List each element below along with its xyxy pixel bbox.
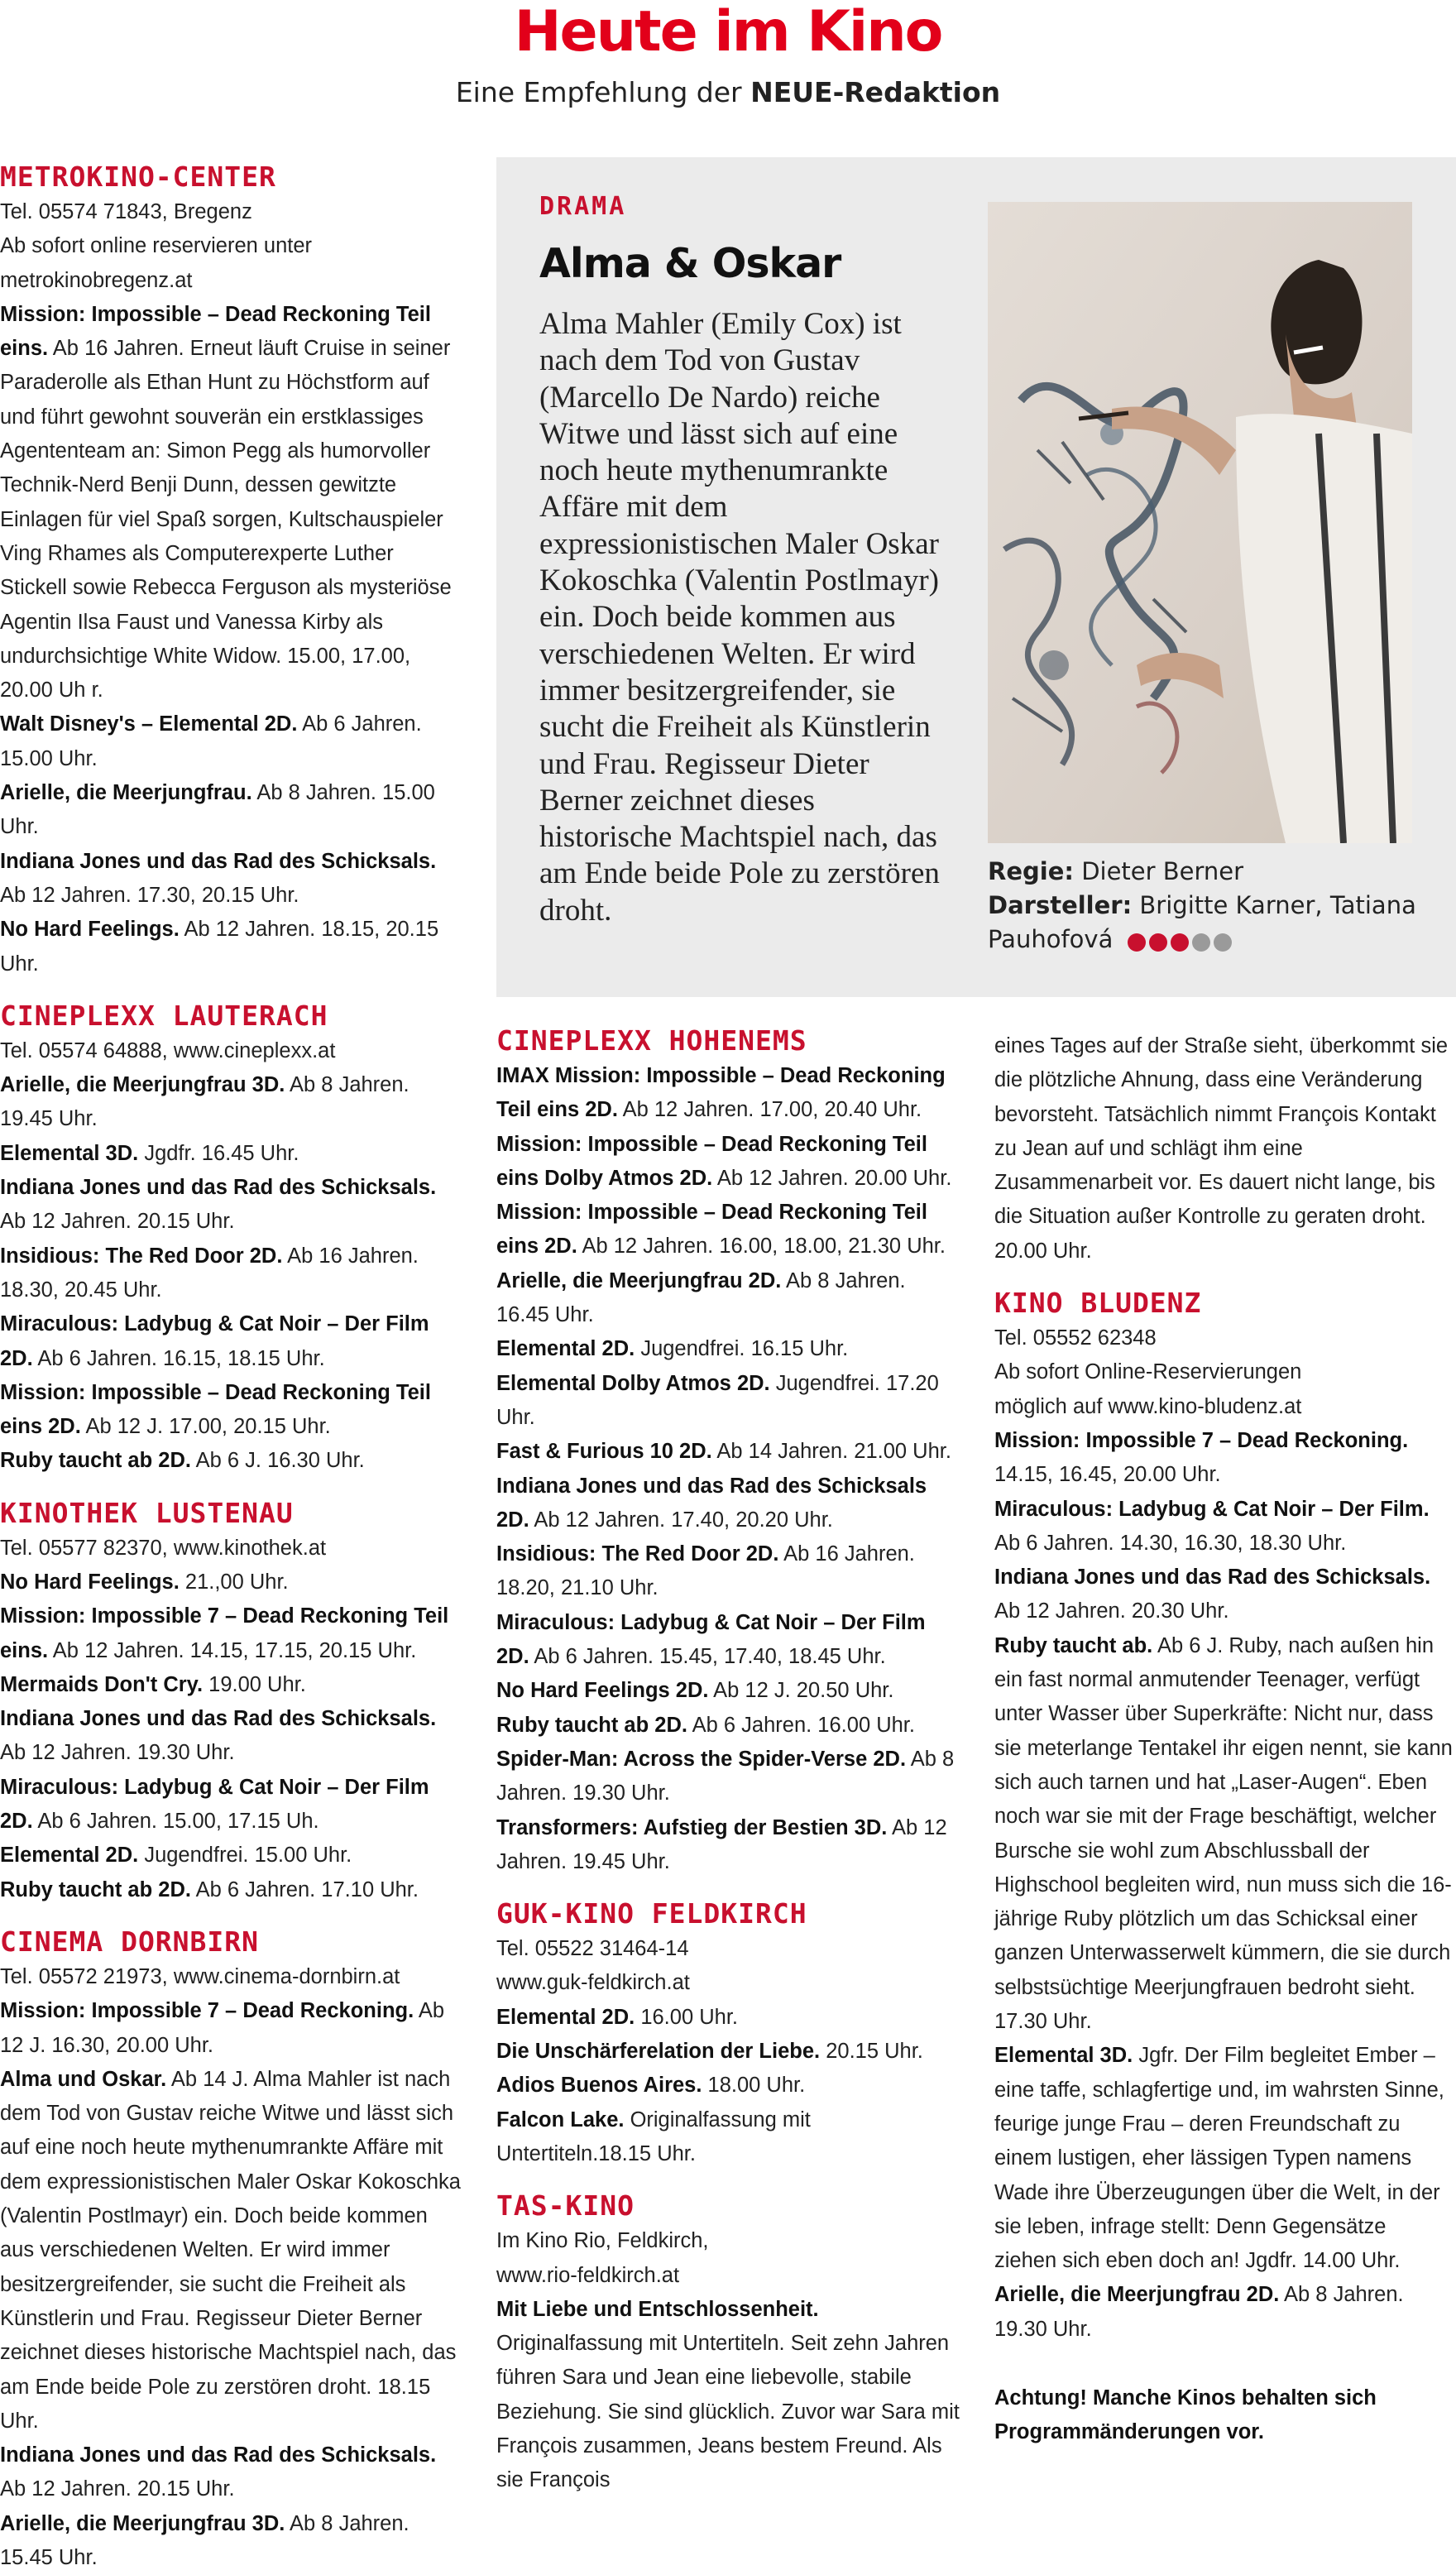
movie-details: Ab 8 Jahren. 16.45 Uhr.	[496, 1268, 906, 1327]
movie-title: Insidious: The Red Door 2D.	[0, 1244, 283, 1268]
listing	[496, 1332, 960, 1366]
page-subtitle	[0, 76, 1456, 108]
listing	[496, 1264, 960, 1333]
cinema-info: Tel. 05574 71843, Bregenz	[0, 200, 252, 223]
movie-details: Ab 12 Jahren. 20.15 Uhr.	[0, 2477, 235, 2501]
movie-details: Ab 8 Jahren. 19.30 Uhr.	[496, 1747, 955, 1805]
column-middle	[496, 1023, 960, 2498]
listing	[496, 1709, 960, 1743]
movie-details: Ab 6 J. Ruby, nach außen hin ein fast normal anmutender Teenager, verfügt unter Wasser über Superkräfte: Nicht nur, dass sie meterlange Tentakel ihr eigen nennt, sie kann sich auch tarnen und hat „Laser-Augen“. Eben noch war sie mit der Frage beschäftigt, welcher Bursche sie wohl zum Abschlussball der Highschool begleiten wird, nun muss sich die 16-jährige Ruby plötzlich um das Schicksal einer ganzen Unterwasserwelt kümmern, die sie durch selbstsüchtige Meerjungfrauen bedroht sieht. 17.30 Uhr.	[994, 1633, 1453, 2034]
movie-details: Ab 12 Jahren. 20.15 Uhr.	[0, 1210, 235, 1234]
movie-title: No Hard Feelings.	[0, 918, 180, 942]
movie-title: Mission: Impossible 7 – Dead Reckoning.	[0, 1999, 414, 2023]
movie-details: Ab 12 Jahren. 20.30 Uhr.	[994, 1599, 1229, 1623]
listing	[496, 1606, 960, 1675]
rating-dot-filled	[1149, 933, 1167, 952]
movie-details: 14.15, 16.45, 20.00 Uhr.	[994, 1463, 1221, 1487]
featured-title: Alma & Oskar	[539, 240, 841, 287]
movie-title: Alma und Oskar.	[0, 2067, 167, 2091]
cinema-info: Ab sofort online reservieren unter	[0, 234, 313, 258]
schedule-notice	[994, 2381, 1453, 2450]
listing	[496, 1537, 960, 1606]
listing	[496, 2103, 960, 2172]
cinema-info: www.guk-feldkirch.at	[496, 1971, 690, 1995]
movie-details: Ab 12 Jahren. 17.00, 20.40 Uhr.	[617, 1098, 922, 1122]
cinema-name-lustenau: KINOTHEK LUSTENAU	[0, 1496, 294, 1529]
movie-details: Ab 6 Jahren. 15.00 Uhr.	[0, 712, 422, 770]
movie-details: Ab 12 J. 17.00, 20.15 Uhr.	[80, 1415, 331, 1439]
movie-title: Arielle, die Meerjungfrau.	[0, 781, 252, 805]
featured-genre: DRAMA	[539, 192, 627, 221]
cinema-name-hohenems: CINEPLEXX HOHENEMS	[496, 1024, 807, 1057]
movie-details: Ab 16 Jahren. Erneut läuft Cruise in seiner Paraderolle als Ethan Hunt zu Höchstform auf und führt gewohnt souverän ein erstklassiges Agententeam an: Simon Pegg als humorvoller Technik-Nerd Benji Dunn, dessen gewitzte Einlagen für viel Spaß sorgen, Kultschauspieler Ving Rhames als Computerexperte Luther Stickell sowie Rebecca Ferguson als mysteriöse Agentin Ilsa Faust und Vanessa Kirby als undurchsichtige White Widow. 15.00, 17.00, 20.00 Uh r.	[0, 337, 452, 702]
listing	[496, 1435, 960, 1469]
movie-details: Ab 8 Jahren. 15.45 Uhr.	[0, 2511, 410, 2569]
movie-title: Elemental 3D.	[994, 2044, 1133, 2068]
movie-title: Indiana Jones und das Rad des Schicksals.	[994, 1566, 1431, 1590]
cinema-info: metrokinobregenz.at	[0, 268, 193, 292]
movie-details: Ab 6 Jahren. 16.00 Uhr.	[687, 1713, 915, 1737]
movie-title: Mit Liebe und Entschlossenheit.	[496, 2297, 819, 2321]
movie-details: 16.00 Uhr.	[635, 2005, 738, 2029]
cinema-name-feldkirch: GUK-KINO FELDKIRCH	[496, 1897, 807, 1930]
cinema-info: Tel. 05552 62348	[994, 1326, 1157, 1350]
movie-details: Ab 6 Jahren. 16.15, 18.15 Uhr.	[32, 1346, 325, 1370]
movie-title: Miraculous: Ladybug & Cat Noir – Der Film 2D.	[0, 1312, 429, 1370]
listing	[0, 1240, 463, 1308]
cinema-info: Tel. 05522 31464-14	[496, 1937, 689, 1961]
movie-title: Indiana Jones und das Rad des Schicksals.	[0, 849, 437, 873]
cinema-info: www.rio-feldkirch.at	[496, 2263, 680, 2287]
cinema-name-lauterach: CINEPLEXX LAUTERACH	[0, 999, 328, 1032]
listing	[0, 1668, 463, 1702]
movie-details: Ab 6 Jahren. 14.30, 16.30, 18.30 Uhr.	[994, 1531, 1347, 1555]
darsteller-value: Brigitte Karner, Tatiana Pauhofová	[988, 891, 1416, 953]
movie-title: Mission: Impossible 7 – Dead Reckoning.	[994, 1428, 1409, 1452]
cinema-name-bludenz: KINO BLUDENZ	[994, 1287, 1202, 1320]
listing	[0, 913, 463, 981]
rating-dot-empty	[1192, 933, 1210, 952]
movie-title: Indiana Jones und das Rad des Schicksals.	[0, 1176, 437, 1200]
listing	[994, 1493, 1453, 1561]
movie-details: Ab 12 Jahren. 17.30, 20.15 Uhr.	[0, 883, 299, 907]
movie-title: Transformers: Aufstieg der Bestien 3D.	[496, 1815, 888, 1839]
cinema-info: Tel. 05574 64888, www.cineplexx.at	[0, 1038, 336, 1062]
movie-title: Die Unschärferelation der Liebe.	[496, 2040, 821, 2064]
featured-description: Alma Mahler (Emily Cox) ist nach dem Tod von Gustav (Marcello De Nardo) reiche Witwe und lässt sich auf eine noch heute mythenumrankte Affäre mit dem expressionistischen Maler Oskar Kokoschka (Valentin Postlmayr) ein. Doch beide kommen aus verschiedenen Welten. Er wird immer besitzergreifender, sie sucht die Freiheit als Künstlerin und Frau. Regisseur Dieter Berner zeichnet dieses historische Machtspiel nach, das am Ende beide Pole zu zerstören droht.	[539, 307, 940, 928]
movie-title: IMAX Mission: Impossible – Dead Reckoning Teil eins 2D.	[496, 1064, 946, 1122]
listing	[496, 2293, 960, 2498]
listing	[0, 298, 463, 708]
listing	[496, 2035, 960, 2069]
movie-title: No Hard Feelings 2D.	[496, 1679, 709, 1703]
movie-details: Ab 12 J. 20.50 Uhr.	[708, 1679, 894, 1703]
movie-details: Ab 12 Jahren. 19.45 Uhr.	[496, 1815, 947, 1873]
listing	[496, 1674, 960, 1708]
column-left	[0, 159, 463, 2575]
listing	[0, 1137, 463, 1171]
listing	[994, 1561, 1453, 1629]
movie-title: Miraculous: Ladybug & Cat Noir – Der Film 2D.	[496, 1610, 926, 1669]
listing	[994, 1424, 1453, 1493]
listing	[0, 1566, 463, 1599]
movie-title: Elemental 2D.	[496, 1337, 635, 1361]
subtitle-bold: NEUE-Redaktion	[750, 76, 1001, 108]
featured-movie-box	[496, 157, 1456, 997]
movie-title: Adios Buenos Aires.	[496, 2074, 702, 2098]
movie-title: Mission: Impossible 7 – Dead Reckoning Teil eins.	[0, 1604, 449, 1662]
movie-title: Elemental Dolby Atmos 2D.	[496, 1371, 770, 1395]
movie-details: 20.15 Uhr.	[820, 2040, 923, 2064]
listing	[496, 1367, 960, 1436]
listing	[0, 2507, 463, 2575]
listing	[0, 1994, 463, 2063]
cinema-info: möglich auf www.kino-bludenz.at	[994, 1394, 1302, 1418]
listing	[0, 1444, 463, 1478]
movie-title: Arielle, die Meerjungfrau 3D.	[0, 2511, 285, 2535]
listing	[496, 1811, 960, 1880]
movie-details: Jugendfrei. 15.00 Uhr.	[138, 1844, 352, 1868]
movie-details: Jgfr. Der Film begleitet Ember – eine taffe, schlagfertige und, im wahrsten Sinne, feurige junge Frau – deren Freundschaft zu einem lustigen, eher lässigen Typen namens Wade ihre Überzeugungen über die Welt, in der sie leben, infrage stellt: Denn Gegensätze ziehen sich eben doch an! Jgdfr. 14.00 Uhr.	[994, 2044, 1444, 2273]
movie-details: 21.,00 Uhr.	[179, 1570, 289, 1594]
movie-details: Ab 12 Jahren. 18.15, 20.15 Uhr.	[0, 918, 439, 976]
movie-details: Jugendfrei. 17.20 Uhr.	[496, 1371, 939, 1429]
movie-title: Indiana Jones und das Rad des Schicksals.	[0, 2443, 437, 2467]
listing	[0, 776, 463, 845]
listing	[0, 2438, 463, 2507]
movie-details: Ab 12 J. 16.30, 20.00 Uhr.	[0, 1999, 445, 2057]
movie-details: Originalfassung mit Untertiteln. Seit zehn Jahren führen Sara und Jean eine liebevolle, stabile Beziehung. Sie sind glücklich. Zuvor war Sara mit François zusammen, Jeans bestem Freund. Als sie François	[496, 2332, 960, 2492]
movie-details: Ab 12 Jahren. 17.40, 20.20 Uhr.	[529, 1508, 833, 1532]
rating-dot-filled	[1171, 933, 1189, 952]
movie-details: Ab 8 Jahren. 15.00 Uhr.	[0, 781, 435, 839]
movie-details: Ab 12 Jahren. 14.15, 17.15, 20.15 Uhr.	[48, 1638, 417, 1662]
credits-regie	[988, 855, 1418, 889]
movie-details: 18.00 Uhr.	[702, 2074, 806, 2098]
movie-title: Walt Disney's – Elemental 2D.	[0, 712, 298, 736]
listing	[496, 1743, 960, 1811]
listing	[994, 2039, 1453, 2278]
cinema-name-taskino: TAS-KINO	[496, 2189, 635, 2223]
listing	[0, 707, 463, 776]
listing	[0, 1839, 463, 1873]
column-right	[994, 1029, 1453, 2450]
cinema-info: Tel. 05572 21973, www.cinema-dornbirn.at	[0, 1964, 400, 1988]
movie-title: Ruby taucht ab 2D.	[496, 1713, 687, 1737]
movie-details: Jgdfr. 16.45 Uhr.	[138, 1141, 299, 1165]
movie-title: Mermaids Don't Cry.	[0, 1672, 204, 1696]
listing	[994, 1629, 1453, 2040]
cinema-info: Tel. 05577 82370, www.kinothek.at	[0, 1536, 327, 1560]
credits-darsteller	[988, 889, 1418, 958]
movie-title: Mission: Impossible – Dead Reckoning Teil eins Dolby Atmos 2D.	[496, 1132, 927, 1190]
listing	[0, 1702, 463, 1771]
movie-details: Ab 12 Jahren. 16.00, 18.00, 21.30 Uhr.	[577, 1235, 946, 1259]
listing	[496, 1059, 960, 1128]
listing	[496, 2069, 960, 2103]
movie-details: Ab 14 Jahren. 21.00 Uhr.	[711, 1440, 951, 1464]
listing	[496, 1470, 960, 1538]
listing	[0, 1068, 463, 1137]
listing	[0, 1599, 463, 1668]
movie-details: Ab 8 Jahren. 19.30 Uhr.	[994, 2283, 1404, 2341]
page-title: Heute im Kino	[514, 0, 942, 65]
movie-title: Fast & Furious 10 2D.	[496, 1440, 712, 1464]
movie-title: Arielle, die Meerjungfrau 2D.	[496, 1268, 782, 1292]
movie-title: Falcon Lake.	[496, 2107, 625, 2131]
movie-title: Ruby taucht ab.	[994, 1633, 1153, 1657]
movie-title: Mission: Impossible – Dead Reckoning Teil eins.	[0, 302, 431, 361]
subtitle-prefix: Eine Empfehlung der	[455, 76, 751, 108]
movie-title: Miraculous: Ladybug & Cat Noir – Der Film.	[994, 1497, 1430, 1521]
movie-title: Arielle, die Meerjungfrau 3D.	[0, 1073, 285, 1097]
movie-details: Originalfassung mit Untertiteln.18.15 Uhr.	[496, 2107, 811, 2165]
movie-details: Ab 12 Jahren. 20.00 Uhr.	[712, 1166, 952, 1190]
movie-details: Ab 6 Jahren. 15.45, 17.40, 18.45 Uhr.	[529, 1645, 886, 1669]
movie-title: Indiana Jones und das Rad des Schicksals 2D.	[496, 1474, 927, 1532]
movie-details: Ab 12 Jahren. 19.30 Uhr.	[0, 1741, 235, 1765]
movie-title: Elemental 3D.	[0, 1141, 139, 1165]
movie-details: Ab 16 Jahren. 18.20, 21.10 Uhr.	[496, 1542, 915, 1600]
listing	[0, 1171, 463, 1240]
cinema-info: Im Kino Rio, Feldkirch,	[496, 2229, 709, 2253]
movie-title: Mission: Impossible – Dead Reckoning Teil eins 2D.	[496, 1201, 927, 1259]
listing	[0, 1771, 463, 1839]
featured-credits	[988, 855, 1418, 958]
movie-still-photo	[988, 202, 1412, 843]
movie-details: Ab 8 Jahren. 19.45 Uhr.	[0, 1073, 410, 1131]
listing	[0, 1307, 463, 1376]
cinema-name-metrokino: METROKINO-CENTER	[0, 161, 276, 193]
darsteller-label: Darsteller:	[988, 891, 1133, 919]
movie-title: Insidious: The Red Door 2D.	[496, 1542, 779, 1566]
regie-label: Regie:	[988, 857, 1074, 885]
movie-details: Ab 6 Jahren. 15.00, 17.15 Uh.	[32, 1810, 319, 1834]
movie-title: Indiana Jones und das Rad des Schicksals.	[0, 1707, 437, 1731]
listing	[0, 2063, 463, 2438]
listing	[0, 1873, 463, 1907]
rating-dot-filled	[1128, 933, 1146, 952]
rating-dot-empty	[1214, 933, 1232, 952]
movie-details: Ab 14 J. Alma Mahler ist nach dem Tod von Gustav reiche Witwe und lässt sich auf eine noch heute mythenumrankte Affäre mit dem expressionistischen Maler Oskar Kokoschka (Valentin Postlmayr) ein. Doch beide kommen aus verschiedenen Welten. Er wird immer besitzergreifender, sie sucht die Freiheit als Künstlerin und Frau. Regisseur Dieter Berner zeichnet dieses historische Machtspiel nach, das am Ende beide Pole zu zerstören droht. 18.15 Uhr.	[0, 2067, 461, 2433]
listing-continued: eines Tages auf der Straße sieht, überkommt sie die plötzliche Ahnung, dass eine Veränderung bevorsteht. Tatsächlich nimmt François Kontakt zu Jean auf und schlägt ihm eine Zusammenarbeit vor. Es dauert nicht lange, bis die Situation außer Kontrolle zu geraten droht. 20.00 Uhr.	[994, 1034, 1449, 1263]
cinema-name-dornbirn: CINEMA DORNBIRN	[0, 1925, 260, 1958]
movie-details: Ab 16 Jahren. 18.30, 20.45 Uhr.	[0, 1244, 419, 1302]
movie-title: Mission: Impossible – Dead Reckoning Teil eins 2D.	[0, 1380, 431, 1439]
listing	[0, 1376, 463, 1445]
movie-title: Ruby taucht ab 2D.	[0, 1449, 191, 1473]
movie-details: Ab 6 J. 16.30 Uhr.	[190, 1449, 365, 1473]
movie-details: 19.00 Uhr.	[203, 1672, 306, 1696]
rating-dots	[1128, 924, 1235, 958]
movie-title: Elemental 2D.	[496, 2005, 635, 2029]
listing	[496, 1196, 960, 1264]
notice-text: Achtung! Manche Kinos behalten sich Programmänderungen vor.	[994, 2386, 1377, 2444]
movie-details: Ab 6 Jahren. 17.10 Uhr.	[190, 1877, 419, 1901]
movie-title: Arielle, die Meerjungfrau 2D.	[994, 2283, 1280, 2307]
regie-value: Dieter Berner	[1081, 857, 1244, 885]
movie-title: Spider-Man: Across the Spider-Verse 2D.	[496, 1747, 907, 1771]
movie-title: Ruby taucht ab 2D.	[0, 1877, 191, 1901]
listing	[0, 845, 463, 913]
listing	[994, 2278, 1453, 2347]
movie-title: Elemental 2D.	[0, 1844, 139, 1868]
movie-title: No Hard Feelings.	[0, 1570, 180, 1594]
movie-title: Miraculous: Ladybug & Cat Noir – Der Film 2D.	[0, 1775, 429, 1834]
listing	[496, 2001, 960, 2035]
movie-details: Jugendfrei. 16.15 Uhr.	[635, 1337, 849, 1361]
cinema-info: Ab sofort Online-Reservierungen	[994, 1360, 1302, 1384]
listing	[496, 1128, 960, 1196]
